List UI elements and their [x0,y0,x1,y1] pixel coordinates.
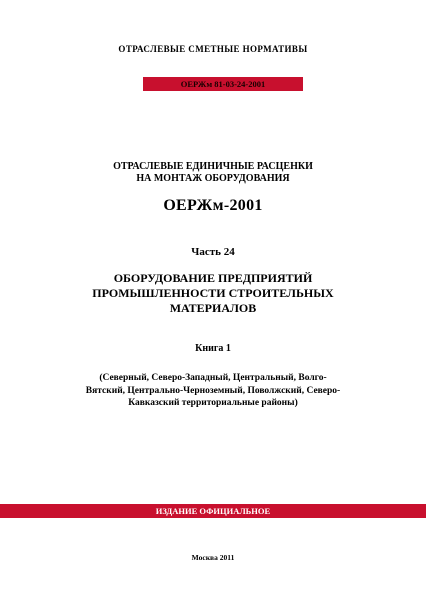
subject-title [0,271,426,316]
document-title-line: ОТРАСЛЕВЫЕ ЕДИНИЧНЫЕ РАСЦЕНКИ [113,161,313,172]
document-title-line: НА МОНТАЖ ОБОРУДОВАНИЯ [136,173,290,184]
code-banner: ОЕРЖм 81-03-24-2001 [143,77,303,91]
main-code-heading: ОЕРЖм-2001 [163,197,263,214]
subject-title-line: МАТЕРИАЛОВ [169,301,257,315]
official-edition-banner: ИЗДАНИЕ ОФИЦИАЛЬНОЕ [0,504,426,518]
subject-title-line: ОБОРУДОВАНИЕ ПРЕДПРИЯТИЙ [113,271,313,285]
regions-note-line: (Северный, Северо-Западный, Центральный, Волго- [99,373,327,383]
regions-note-line: Кавказский территориальные районы) [128,398,298,408]
subject-title-line: ПРОМЫШЛЕННОСТИ СТРОИТЕЛЬНЫХ [92,286,334,300]
series-heading: ОТРАСЛЕВЫЕ СМЕТНЫЕ НОРМАТИВЫ [118,44,308,54]
book-number: Книга 1 [195,343,231,354]
regions-note-line: Вятский, Центрально-Черноземный, Поволжский, Северо- [85,385,341,396]
part-number: Часть 24 [191,246,235,258]
regions-note [0,372,426,410]
publication-place-year: Москва 2011 [191,553,235,562]
document-title [0,161,426,185]
